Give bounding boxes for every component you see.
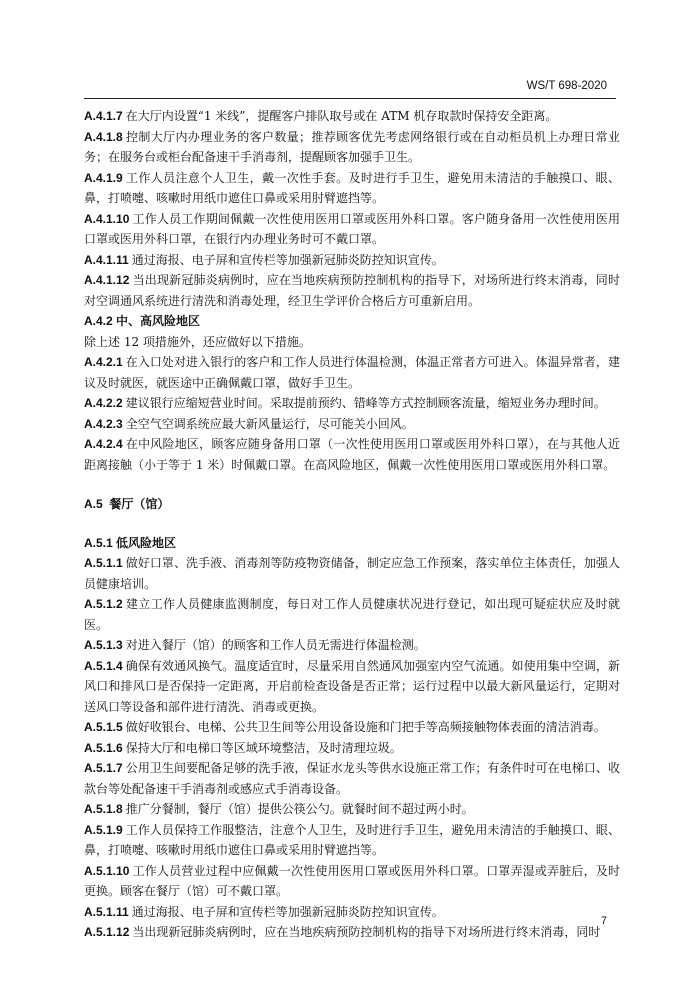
clause-text: 对进入餐厅（馆）的顾客和工作人员无需进行体温检测。 <box>125 638 426 652</box>
clause-number: A.5.1.5 <box>84 720 123 734</box>
clause-number: A.5.1.11 <box>84 904 129 919</box>
clause-number: A.4.2.4 <box>84 437 123 451</box>
header-rule <box>84 98 616 99</box>
clause-paragraph <box>84 393 620 414</box>
clause-text: 当出现新冠肺炎病例时，应在当地疾病预防控制机构的指导下对场所进行终末消毒，同时 <box>132 925 601 939</box>
subsection-heading-a51: A.5.1 低风险地区 <box>84 535 177 550</box>
clause-paragraph <box>84 168 620 209</box>
clause-number: A.4.1.11 <box>84 252 129 267</box>
clause-paragraph <box>84 127 620 168</box>
clause-text: 建立工作人员健康监测制度，每日对工作人员健康状况进行登记，如出现可疑症状应及时就医。 <box>84 597 620 632</box>
clause-paragraph <box>84 352 620 393</box>
clause-text: 控制大厅内办理业务的客户数量；推荐顾客优先考虑网络银行或在自动柜员机上办理日常业务；在服务台或柜台配备速干手消毒剂，提醒顾客加强手卫生。 <box>84 129 620 164</box>
clause-text: 做好收银台、电梯、公共卫生间等公用设备设施和门把手等高频接触物体表面的清洁消毒。 <box>125 720 606 734</box>
clause-paragraph <box>84 635 620 656</box>
document-body <box>84 106 620 943</box>
clause-number: A.4.2.1 <box>84 355 123 369</box>
clause-text: 保持大厅和电梯口等区域环境整洁，及时清理垃圾。 <box>125 740 402 755</box>
clause-paragraph <box>84 902 620 923</box>
clause-number: A.5.1.12 <box>84 925 130 939</box>
clause-paragraph <box>84 758 620 799</box>
clause-text: 推广分餐制，餐厅（馆）提供公筷公勺。就餐时间不超过两小时。 <box>125 802 474 816</box>
clause-block-a51 <box>84 553 620 943</box>
clause-number: A.5.1.6 <box>84 740 123 755</box>
clause-text: 在中风险地区，顾客应随身备用口罩（一次性使用医用口罩或医用外科口罩），在与其他人近距离接触（小于等于 1 米）时佩戴口罩。在高风险地区，佩戴一次性使用医用口罩或医用外科口罩。 <box>84 437 620 472</box>
clause-paragraph <box>84 922 620 943</box>
clause-text: 确保有效通风换气。温度适宜时，尽量采用自然通风加强室内空气流通。如使用集中空调，新风口和排风口是否保持一定距离，开启前检查设备是否正常；运行过程中以最大新风量运行，定期对送风口等设备和部件进行清洗、消毒或更换。 <box>84 658 620 714</box>
clause-block-a41 <box>84 106 620 311</box>
clause-paragraph <box>84 861 620 902</box>
clause-number: A.5.1.7 <box>84 761 123 775</box>
clause-text: 公用卫生间要配备足够的洗手液，保证水龙头等供水设施正常工作；有条件时可在电梯口、收款台等处配备速干手消毒剂或感应式手消毒设备。 <box>84 761 620 796</box>
clause-text: 在大厅内设置“1 米线”，提醒客户排队取号或在 ATM 机存取款时保持安全距离。 <box>125 109 558 123</box>
clause-number: A.5.1.2 <box>84 597 123 611</box>
subsection-heading-a42: A.4.2 中、高风险地区 <box>84 314 201 328</box>
clause-paragraph <box>84 553 620 594</box>
clause-text: 工作人员营业过程中应佩戴一次性使用医用口罩或医用外科口罩。口罩弄湿或弄脏后，及时更换。顾客在餐厅（馆）可不戴口罩。 <box>84 863 620 898</box>
section-heading-a5: A.5 餐厅（馆） <box>84 497 170 511</box>
clause-number: A.5.1.8 <box>84 802 123 816</box>
intro-paragraph-a42: 除上述 12 项措施外，还应做好以下措施。 <box>84 334 311 349</box>
clause-number: A.5.1.1 <box>84 556 123 570</box>
clause-number: A.5.1.10 <box>84 863 130 878</box>
clause-paragraph <box>84 270 620 311</box>
clause-block-a42 <box>84 352 620 475</box>
clause-paragraph <box>84 106 620 127</box>
clause-number: A.4.2.3 <box>84 416 123 431</box>
clause-paragraph <box>84 414 620 435</box>
clause-text: 通过海报、电子屏和宣传栏等加强新冠肺炎防控知识宣传。 <box>131 252 444 267</box>
clause-paragraph <box>84 717 620 738</box>
clause-number: A.4.1.8 <box>84 129 123 144</box>
clause-number: A.4.2.2 <box>84 396 123 410</box>
clause-number: A.4.1.12 <box>84 273 130 287</box>
clause-paragraph <box>84 799 620 820</box>
clause-paragraph <box>84 434 620 475</box>
standard-code: WS/T 698-2020 <box>526 80 607 92</box>
clause-text: 在入口处对进入银行的客户和工作人员进行体温检测，体温正常者方可进入。体温异常者，建议及时就医，就医途中正确佩戴口罩，做好手卫生。 <box>84 355 620 390</box>
clause-number: A.4.1.9 <box>84 170 123 185</box>
clause-paragraph <box>84 594 620 635</box>
clause-paragraph <box>84 656 620 718</box>
clause-paragraph <box>84 250 620 271</box>
clause-text: 做好口罩、洗手液、消毒剂等防疫物资储备，制定应急工作预案，落实单位主体责任，加强人员健康培训。 <box>84 556 620 591</box>
clause-text: 工作人员保持工作服整洁，注意个人卫生，及时进行手卫生，避免用未清洁的手触摸口、眼、鼻，打喷嚏、咳嗽时用纸巾遮住口鼻或采用肘臂遮挡等。 <box>84 822 620 857</box>
clause-text: 当出现新冠肺炎病例时，应在当地疾病预防控制机构的指导下，对场所进行终末消毒，同时对空调通风系统进行清洗和消毒处理，经卫生学评价合格后方可重新启用。 <box>84 273 620 308</box>
clause-paragraph <box>84 820 620 861</box>
clause-number: A.4.1.7 <box>84 109 123 123</box>
clause-text: 建议银行应缩短营业时间。采取提前预约、错峰等方式控制顾客流量，缩短业务办理时间。 <box>125 396 606 410</box>
clause-number: A.4.1.10 <box>84 211 130 226</box>
clause-text: 全空气空调系统应最大新风量运行，尽可能关小回风。 <box>125 416 414 431</box>
clause-number: A.5.1.3 <box>84 638 123 652</box>
clause-number: A.5.1.9 <box>84 822 123 837</box>
clause-text: 工作人员工作期间佩戴一次性使用医用口罩或医用外科口罩。客户随身备用一次性使用医用口罩或医用外科口罩，在银行内办理业务时可不戴口罩。 <box>84 211 620 246</box>
page-number: 7 <box>600 915 607 927</box>
clause-number: A.5.1.4 <box>84 658 123 673</box>
clause-text: 工作人员注意个人卫生，戴一次性手套。及时进行手卫生，避免用未清洁的手触摸口、眼、鼻，打喷嚏、咳嗽时用纸巾遮住口鼻或采用肘臂遮挡等。 <box>84 170 620 205</box>
clause-paragraph <box>84 209 620 250</box>
clause-text: 通过海报、电子屏和宣传栏等加强新冠肺炎防控知识宣传。 <box>131 904 444 919</box>
clause-paragraph <box>84 738 620 759</box>
